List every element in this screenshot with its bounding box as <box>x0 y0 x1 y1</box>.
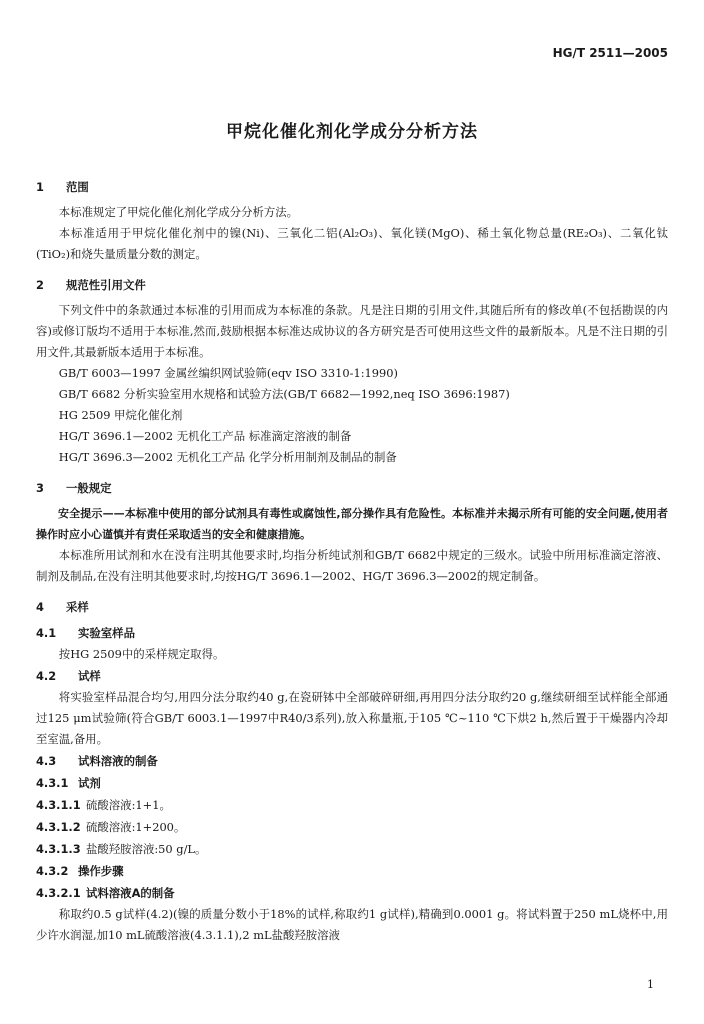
reference-item: GB/T 6003—1997 金属丝编织网试验筛(eqv ISO 3310-1:1990) <box>58 366 398 380</box>
section-number: 2 <box>36 278 44 292</box>
subsection-4-3-2-1-heading <box>36 882 668 904</box>
document-body <box>36 176 668 946</box>
item-number: 4.3.1.2 <box>36 820 81 834</box>
section-4-heading <box>36 596 668 618</box>
subsection-number: 4.1 <box>36 626 57 640</box>
section-title: 一般规定 <box>66 481 112 495</box>
subsection-number: 4.3.2 <box>36 864 69 878</box>
subsection-title: 操作步骤 <box>78 864 124 878</box>
subsection-number: 4.3.2.1 <box>36 886 81 900</box>
general-rules-paragraph: 本标准所用试剂和水在没有注明其他要求时,均指分析纯试剂和GB/T 6682中规定的三级水。试验中所用标准滴定溶液、制剂及制品,在没有注明其他要求时,均按HG/T 3696.1—2002、HG/T 3696.3—2002的规定制备。 <box>36 548 668 583</box>
section-2-heading <box>36 274 668 296</box>
item-text: 硫酸溶液:1+1。 <box>86 798 171 812</box>
section-1-heading <box>36 176 668 198</box>
safety-notice: 安全提示——本标准中使用的部分试剂具有毒性或腐蚀性,部分操作具有危险性。本标准并未揭示所有可能的安全问题,使用者操作时应小心谨慎并有责任采取适当的安全和健康措施。 <box>36 507 668 541</box>
subsection-number: 4.3 <box>36 754 57 768</box>
reagent-item <box>36 816 668 838</box>
section-number: 3 <box>36 481 44 495</box>
reference-item: GB/T 6682 分析实验室用水规格和试验方法(GB/T 6682—1992,neq ISO 3696:1987) <box>58 387 510 401</box>
subsection-4-1-heading <box>36 622 668 644</box>
document-title: 甲烷化催化剂化学成分分析方法 <box>226 122 478 142</box>
subsection-4-3-2-heading <box>36 860 668 882</box>
subsection-number: 4.2 <box>36 669 57 683</box>
subsection-4-3-heading <box>36 750 668 772</box>
subsection-4-3-1-heading <box>36 772 668 794</box>
reference-item: HG/T 3696.3—2002 无机化工产品 化学分析用制剂及制品的制备 <box>58 450 397 464</box>
item-text: 盐酸羟胺溶液:50 g/L。 <box>86 842 207 856</box>
scope-paragraph-2: 本标准适用于甲烷化催化剂中的镍(Ni)、三氧化二铝(Al₂O₃)、氧化镁(MgO)、稀土氧化物总量(RE₂O₃)、二氧化钛(TiO₂)和烧失量质量分数的测定。 <box>36 226 668 261</box>
subsection-title: 试样 <box>78 669 101 683</box>
reagent-item <box>36 794 668 816</box>
section-title: 范围 <box>66 180 89 194</box>
section-title: 规范性引用文件 <box>66 278 146 292</box>
reference-item: HG 2509 甲烷化催化剂 <box>58 408 183 422</box>
section-3-heading <box>36 477 668 499</box>
section-number: 1 <box>36 180 44 194</box>
subsection-title: 实验室样品 <box>78 626 135 640</box>
item-number: 4.3.1.1 <box>36 798 81 812</box>
subsection-title: 试料溶液的制备 <box>78 754 158 768</box>
procedure-paragraph: 称取约0.5 g试样(4.2)(镍的质量分数小于18%的试样,称取约1 g试样),精确到0.0001 g。将试料置于250 mL烧杯中,用少许水润湿,加10 mL硫酸溶液(4.3.1.1),2 mL盐酸羟胺溶液 <box>36 907 668 942</box>
item-number: 4.3.1.3 <box>36 842 81 856</box>
reference-item: HG/T 3696.1—2002 无机化工产品 标准滴定溶液的制备 <box>58 429 352 443</box>
section-title: 采样 <box>66 600 89 614</box>
subsection-number: 4.3.1 <box>36 776 69 790</box>
subsection-title: 试剂 <box>78 776 101 790</box>
scope-paragraph-1: 本标准规定了甲烷化催化剂化学成分分析方法。 <box>58 205 299 219</box>
page-number: 1 <box>647 978 654 991</box>
references-paragraph: 下列文件中的条款通过本标准的引用而成为本标准的条款。凡是注日期的引用文件,其随后所有的修改单(不包括勘误的内容)或修订版均不适用于本标准,然而,鼓励根据本标准达成协议的各方研究是否可使用这些文件的最新版本。凡是不注日期的引用文件,其最新版本适用于本标准。 <box>36 303 668 359</box>
reagent-item <box>36 838 668 860</box>
lab-sample-paragraph: 按HG 2509中的采样规定取得。 <box>58 647 225 661</box>
sample-paragraph: 将实验室样品混合均匀,用四分法分取约40 g,在瓷研钵中全部破碎研细,再用四分法分取约20 g,继续研细至试样能全部通过125 μm试验筛(符合GB/T 6003.1—1997中R40/3系列),放入称量瓶,于105 ℃~110 ℃下烘2 h,然后置于干燥器内冷却至室温,备用。 <box>36 690 668 746</box>
subsection-4-2-heading <box>36 665 668 687</box>
subsection-title: 试料溶液A的制备 <box>86 886 175 900</box>
standard-code: HG/T 2511—2005 <box>552 46 668 60</box>
section-number: 4 <box>36 600 44 614</box>
item-text: 硫酸溶液:1+200。 <box>86 820 186 834</box>
